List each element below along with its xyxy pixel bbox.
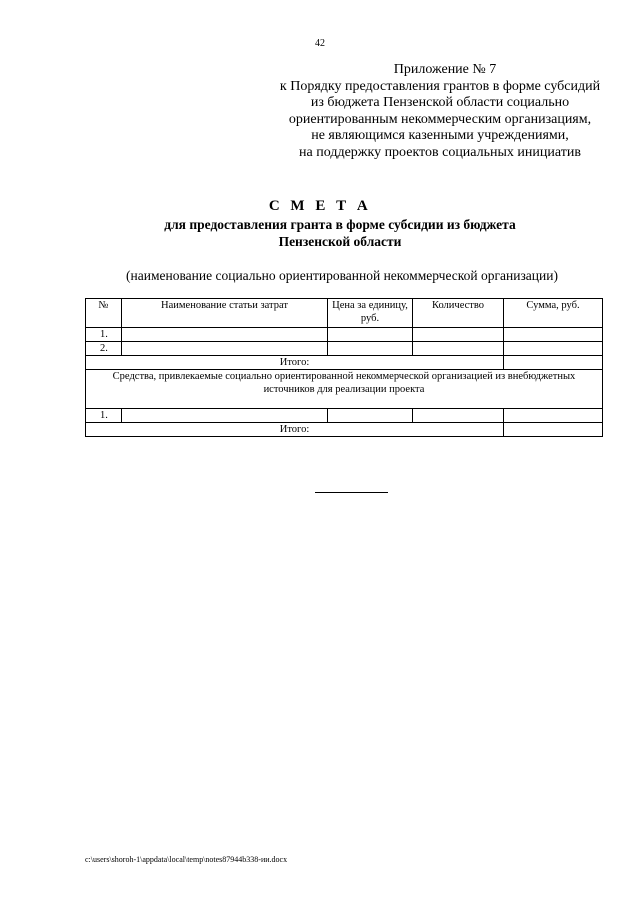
appendix-line: к Порядку предоставления грантов в форме субсидий <box>279 78 601 94</box>
cell-sum <box>504 328 603 342</box>
header-sum: Сумма, руб. <box>504 299 603 328</box>
organization-caption: (наименование социально ориентированной некоммерческой организации) <box>126 268 558 283</box>
table-row <box>86 328 603 342</box>
cell-sum <box>504 409 603 423</box>
total-row <box>86 356 603 370</box>
estimate-table <box>85 298 603 437</box>
header-number: № <box>86 299 122 328</box>
row-number: 1. <box>86 409 122 423</box>
appendix-line: ориентированным некоммерческим организациям, <box>288 111 592 127</box>
appendix-line: не являющимся казенными учреждениями, <box>311 128 569 143</box>
total-sum-cell <box>504 356 603 370</box>
header-unit-price: Цена за единицу, руб. <box>328 299 413 328</box>
appendix-block <box>240 62 640 161</box>
table-header-row <box>86 299 603 328</box>
document-subtitle <box>0 216 640 250</box>
cell-expense-name <box>122 328 328 342</box>
document-subtitle-line: для предоставления гранта в форме субсидии из бюджета <box>164 217 516 232</box>
document-subtitle-line: Пензенской области <box>278 234 402 249</box>
appendix-title: Приложение № 7 <box>393 62 497 77</box>
appendix-line: из бюджета Пензенской области социально <box>310 95 570 110</box>
cell-unit-price <box>328 409 413 423</box>
row-number: 2. <box>86 342 122 356</box>
header-expense-name: Наименование статьи затрат <box>122 299 328 328</box>
section-note-row <box>86 370 603 409</box>
end-divider <box>315 492 388 493</box>
cell-quantity <box>413 328 504 342</box>
total-sum-cell <box>504 423 603 437</box>
row-number: 1. <box>86 328 122 342</box>
cell-quantity <box>413 409 504 423</box>
section-note: Средства, привлекаемые социально ориентированной некоммерческой организацией из внебюджетных источников для реализации проекта <box>86 370 603 409</box>
cell-quantity <box>413 342 504 356</box>
cell-unit-price <box>328 342 413 356</box>
cell-expense-name <box>122 342 328 356</box>
table-row <box>86 409 603 423</box>
appendix-line: на поддержку проектов социальных инициатив <box>299 144 581 160</box>
total-label: Итого: <box>86 423 504 437</box>
file-path-footer: c:\users\shoroh-1\appdata\local\temp\notes87944b338-ии.docx <box>85 855 288 864</box>
page-number: 42 <box>315 38 325 49</box>
cell-expense-name <box>122 409 328 423</box>
cell-unit-price <box>328 328 413 342</box>
table-row <box>86 342 603 356</box>
header-quantity: Количество <box>413 299 504 328</box>
total-label: Итого: <box>86 356 504 370</box>
total-row <box>86 423 603 437</box>
cell-sum <box>504 342 603 356</box>
document-title: С М Е Т А <box>268 198 372 214</box>
